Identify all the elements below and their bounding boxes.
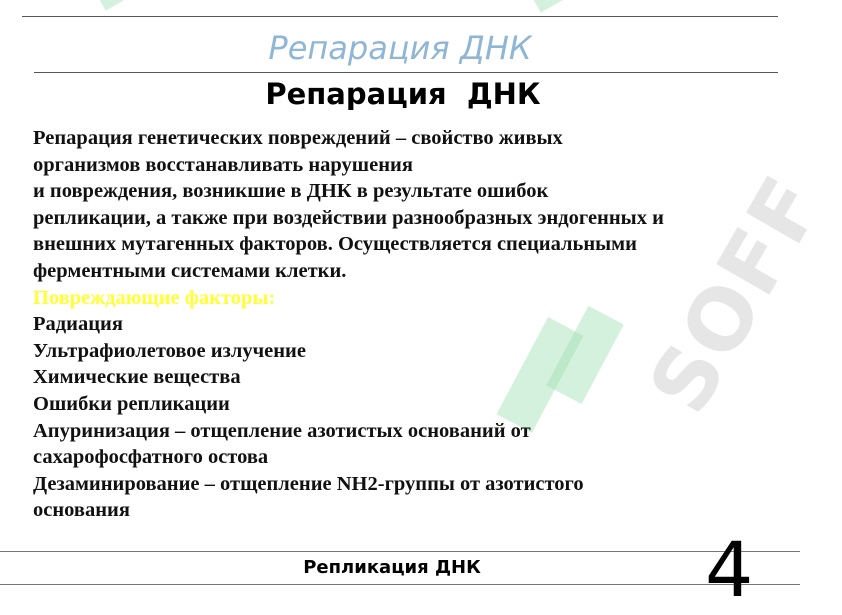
header-title: Репарация ДНК <box>268 29 532 67</box>
slide-body <box>33 125 773 524</box>
factors-heading: Повреждающие факторы: <box>33 286 276 309</box>
header-divider <box>34 72 778 73</box>
top-divider <box>22 16 778 17</box>
paragraph-line: Репарация генетических повреждений – свойство живых <box>33 127 563 149</box>
factor-item: основания <box>33 499 130 522</box>
paragraph-line: внешних мутагенных факторов. Осуществляется специальными <box>33 233 637 256</box>
watermark-fragment <box>88 0 130 11</box>
page-number: 4 <box>705 525 754 614</box>
paragraph-line: ферментными системами клетки. <box>33 259 347 282</box>
factor-item: Дезаминирование – отщепление NH2-группы от азотистого <box>33 472 584 495</box>
paragraph-line: репликации, а также при воздействии разнообразных эндогенных и <box>33 206 664 229</box>
footer-divider-top <box>0 551 800 552</box>
watermark-fragment <box>523 0 565 13</box>
footer-label: Репликация ДНК <box>303 557 481 578</box>
paragraph-line: организмов восстанавливать нарушения <box>33 153 413 176</box>
paragraph-line: и повреждения, возникшие в ДНК в результате ошибок <box>33 180 549 203</box>
factor-item: Ошибки репликации <box>33 392 230 415</box>
factor-item: Радиация <box>33 313 123 336</box>
factor-item: Апуринизация – отщепление азотистых оснований от <box>33 419 531 442</box>
factor-item: сахарофосфатного остова <box>33 446 269 469</box>
footer-divider-bottom <box>0 584 800 585</box>
factor-item: Химические вещества <box>33 366 241 389</box>
page-title: Репарация ДНК <box>265 77 541 111</box>
watermark-text: SOFF <box>630 159 842 429</box>
factor-item: Ультрафиолетовое излучение <box>33 339 306 362</box>
